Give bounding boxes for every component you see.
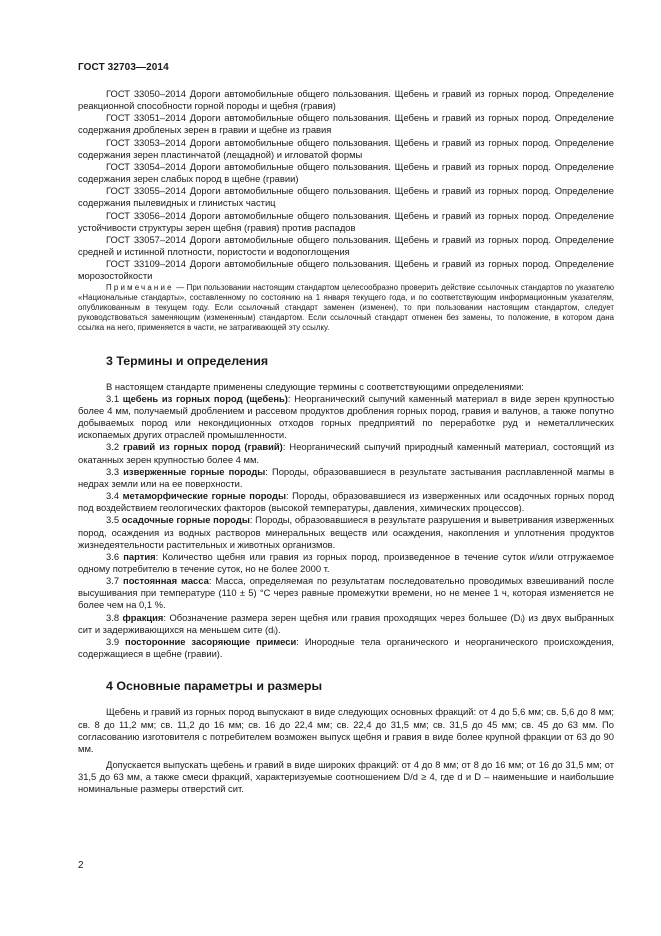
- term-text: : Количество щебня или гравия из горных пород, произведенное в течение суток и/или отгружаемое одному потребителю в течение суток, но не более 2000 т.: [78, 550, 614, 574]
- term-number: 3.4: [106, 490, 120, 502]
- term-name: партия: [123, 550, 156, 562]
- reference-item: ГОСТ 33055–2014 Дороги автомобильные общего пользования. Щебень и гравий из горных пород. Определение содержания пылевидных и глинистых частиц: [78, 185, 614, 209]
- term-number: 3.1: [106, 392, 120, 404]
- term-number: 3.5: [106, 514, 120, 526]
- term-text: : Неорганический сыпучий природный каменный материал, состоящий из окатанных зерен крупностью более 4 мм.: [78, 441, 614, 465]
- term-name: метаморфические горные породы: [122, 490, 286, 502]
- reference-item: ГОСТ 33057–2014 Дороги автомобильные общего пользования. Щебень и гравий из горных пород. Определение средней и истинной плотности, пористости и водопоглощения: [78, 233, 614, 258]
- reference-item: ГОСТ 33051–2014 Дороги автомобильные общего пользования. Щебень и гравий из горных пород. Определение содержания дробленых зерен в гравии и щебне из гравия: [78, 112, 614, 136]
- term-text: : Масса, определяемая по результатам последовательно проводимых взвешиваний после высушивания при температуре (110 ± 5) °С через равные промежутки времени, но не менее 1 ч, которая изменяется не более чем на 0,1 %.: [78, 575, 615, 611]
- terms-section: [78, 381, 614, 661]
- term-name: щебень из горных пород (щебень): [122, 392, 288, 404]
- term-definition: [78, 636, 614, 660]
- term-text: : Породы, образовавшиеся из изверженных или осадочных горных пород под воздействием геологических факторов (высокой температуры, давления, химических процессов).: [78, 490, 615, 514]
- term-definition: [78, 466, 614, 490]
- term-number: 3.6: [106, 550, 120, 562]
- term-name: постоянная масса: [123, 575, 209, 587]
- term-definition: [78, 490, 614, 514]
- page-content: [78, 88, 614, 796]
- term-number: 3.2: [106, 441, 120, 453]
- term-text: : Неорганический сыпучий каменный материал в виде зерен крупностью более 4 мм, получаемый дроблением и рассевом продуктов дробления горных пород, гравия и валунов, а также попутно добываемых пород или некондиционных отходов горных предприятий по переработке руд и неметаллических ископаемых других отраслей промышленности.: [78, 392, 615, 441]
- term-text: : Породы, образовавшиеся в результате разрушения и выветривания изверженных пород, осаждения из водных растворов минеральных веществ или осаждения, накопления и уплотнения продуктов жизнедеятельности растительных и животных организмов.: [78, 514, 614, 550]
- term-name: фракция: [122, 611, 164, 623]
- body-paragraph: Щебень и гравий из горных пород выпускают в виде следующих основных фракций: от 4 до 5,6 мм; св. 5,6 до 8 мм; св. 8 до 11,2 мм; св. 11,2 до 16 мм; св. 16 до 22,4 мм; св. 22,4 до 31,5 мм; св. 31,5 до 45 мм; св. 45 до 63 мм. По согласованию изготовителя с потребителем возможен выпуск щебня и гравия в виде более крупной фракции от 63 до 90 мм.: [78, 706, 614, 754]
- note-text: — При пользовании настоящим стандартом целесообразно проверить действие ссылочных стандартов по указателю «Национальные стандарты», составленному по состоянию на 1 января текущего года, и по соответствующим информационным указателям, опубликованным в текущем году. Если ссылочный стандарт заменен (изменен), то при пользовании настоящим стандартом, следует руководствоваться заменяющим (измененным) стандартом. Если ссылочный стандарт отменен без замены, то положение, в котором дана ссылка на него, применяется в части, не затрагивающей эту ссылку.: [78, 282, 614, 332]
- terms-intro: В настоящем стандарте применены следующие термины с соответствующими определениями:: [106, 380, 524, 392]
- section-3-title: 3 Термины и определения: [106, 353, 269, 368]
- reference-item: ГОСТ 33050–2014 Дороги автомобильные общего пользования. Щебень и гравий из горных пород. Определение реакционной способности горной породы и щебня (гравия): [78, 88, 614, 112]
- term-number: 3.9: [106, 635, 120, 647]
- term-name: осадочные горные породы: [121, 514, 250, 526]
- reference-item: ГОСТ 33056–2014 Дороги автомобильные общего пользования. Щебень и гравий из горных пород. Определение устойчивости структуры зерен щебня (гравия) против распадов: [78, 209, 614, 233]
- term-name: изверженные горные породы: [123, 465, 266, 477]
- page-number: 2: [78, 860, 84, 871]
- term-text: : Породы, образовавшиеся в результате застывания расплавленной магмы в недрах земли или на ее поверхности.: [78, 465, 614, 489]
- reference-note: [78, 283, 614, 333]
- note-label: Примечание: [106, 282, 174, 292]
- term-number: 3.8: [106, 611, 120, 623]
- term-definition: [78, 441, 614, 465]
- term-text: : Обозначение размера зерен щебня или гравия проходящих через большее (Dᵢ) из двух выбранных сит и задерживающихся на меньшем сите (dᵢ).: [78, 611, 614, 635]
- reference-item: ГОСТ 33053–2014 Дороги автомобильные общего пользования. Щебень и гравий из горных пород. Определение содержания зерен пластинчатой (лещадной) и игловатой формы: [78, 136, 614, 160]
- body-paragraph: Допускается выпускать щебень и гравий в виде широких фракций: от 4 до 8 мм; от 8 до 16 мм; от 16 до 31,5 мм; от 31,5 до 63 мм, а также смеси фракций, характеризуемые соотношением D/d ≥ 4, где d и D – наименьшие и наибольшие номинальные размеры отверстий сит.: [78, 759, 614, 795]
- term-number: 3.7: [106, 575, 120, 587]
- reference-item: ГОСТ 33054–2014 Дороги автомобильные общего пользования. Щебень и гравий из горных пород. Определение содержания зерен слабых пород в щебне (гравии): [78, 160, 614, 185]
- term-definition: [78, 612, 614, 636]
- section-4-title: 4 Основные параметры и размеры: [106, 679, 323, 694]
- term-definition: [78, 575, 614, 611]
- normative-references-list: [78, 88, 614, 283]
- term-number: 3.3: [106, 465, 120, 477]
- term-definition: [78, 551, 614, 575]
- term-text: : Инородные тела органического и неорганического происхождения, содержащиеся в щебне (гравии).: [78, 635, 615, 660]
- term-name: гравий из горных пород (гравий): [123, 441, 283, 453]
- term-definition: [78, 514, 614, 550]
- reference-item: ГОСТ 33109–2014 Дороги автомобильные общего пользования. Щебень и гравий из горных пород. Определение морозостойкости: [78, 258, 614, 282]
- parameters-section: [78, 706, 614, 795]
- term-name: посторонние засоряющие примеси: [125, 635, 297, 647]
- document-code-header: ГОСТ 32703—2014: [78, 62, 169, 73]
- term-definition: [78, 393, 614, 442]
